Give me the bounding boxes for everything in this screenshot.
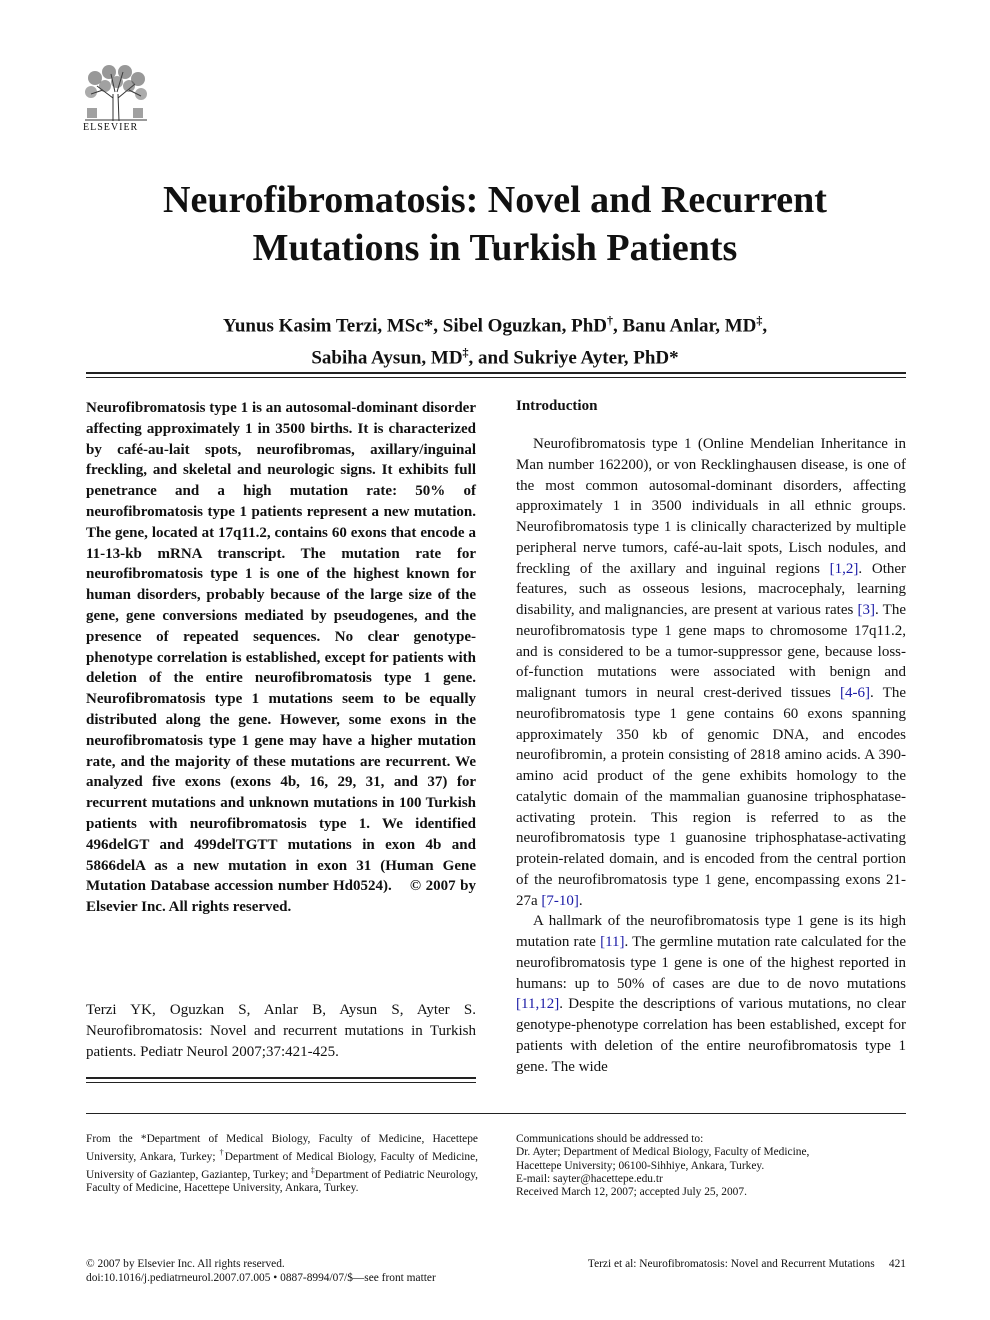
paragraph — [516, 434, 906, 911]
author-line-1: Yunus Kasim Terzi, MSc*, Sibel Oguzkan, PhD†, Banu Anlar, MD‡, — [222, 313, 768, 337]
text-run: . — [578, 892, 583, 909]
page-number: 421 — [888, 1258, 906, 1270]
text-run: . The germline mutation rate calculated for the neurofibromatosis type 1 gene is one of the highest reported in humans: up to 50% of cases are due to de novo mutations — [516, 934, 906, 992]
text-run: . The neurofibromatosis type 1 gene contains 60 exons spanning approximately 350 kb of genomic DNA, and encodes neurofibromin, a protein consisting of 2818 amino acids. A 390-amino acid product of the gene exhibits homology to the catalytic domain of the mammalian guanosine triphosphatase-activating protein. This region is referred to as the neurofibromatosis type 1 guanosine triphosphatase-activating protein-related domain, and is encoded from the central portion of the neurofibromatosis type 1 gene, encompassing exons 21-27a — [516, 685, 906, 909]
author-line-2 — [80, 339, 910, 371]
abstract-text: Neurofibromatosis type 1 is an autosomal-dominant disorder affecting approximately 1 in 3500 births. It is characterized by café-au-lait spots, neurofibromas, axillary/inguinal freckling, and skeletal and neurologic signs. It exhibits full penetrance and a high mutation rate: 50% of neurofibromatosis type 1 patients represent a new mutation. The gene, located at 17q11.2, contains 60 exons that encode a 11-13-kb mRNA transcript. The mutation rate for neurofibromatosis type 1 is one of the highest known for human disorders, probably because of the large size of the gene, gene conversions mediated by pseudogenes, and the presence of repeated sequences. No clear genotype-phenotype correlation is established, except for patients with deletion of the entire neurofibromatosis type 1 gene. Neurofibromatosis type 1 mutations seem to be equally distributed along the gene. However, some exons in the neurofibromatosis type 1 gene may have a higher mutation rate, and the majority of these mutations are recurrent. We analyzed five exons (exons 4b, 16, 29, 31, and 37) for recurrent mutations and unknown mutations in 100 Turkish patients with neurofibromatosis type 1. We identified 496delGT and 499delTGTT mutations in exon 4b and 5866delA as a new mutation in exon 31 (Human Gene Mutation Database accession number Hd0524). — [86, 400, 476, 895]
reference-link[interactable]: [7-10] — [541, 892, 579, 909]
text-run: . Despite the descriptions of various mutations, no clear genotype-phenotype correlation has been established, except for patients with deletion of the entire neurofibromatosis type 1 gene. The wide — [516, 996, 906, 1075]
elsevier-tree-icon — [83, 64, 149, 122]
reference-link[interactable]: [1,2] — [829, 560, 859, 577]
author-list — [80, 307, 910, 372]
correspondence-line: Communications should be addressed to: — [516, 1133, 704, 1145]
author-anlar: Banu Anlar, MD — [622, 315, 757, 337]
page-footer-right — [588, 1257, 906, 1271]
reference-link[interactable]: [3] — [857, 602, 875, 618]
affiliation-mark: † — [606, 313, 613, 327]
footnote-text: Department of Medical Biology, Faculty of Medicine, University of Gaziantep, Gaziantep, Turkey; and — [86, 1151, 479, 1182]
footnote-text: Department of Pediatric Neurology, Faculty of Medicine, Hacettepe University, Ankara, Turkey. — [86, 1169, 479, 1195]
footnote-text: From the *Department of Medical Biology, Faculty of Medicine, Hacettepe University, Ankara, Turkey; — [86, 1133, 478, 1164]
title-line-1: Neurofibromatosis: Novel and Recurrent — [163, 179, 827, 221]
affiliation-mark: ‡ — [462, 345, 469, 360]
correspondence-line: Hacettepe University; 06100-Sihhiye, Ankara, Turkey. — [516, 1159, 765, 1172]
reference-link[interactable]: [11] — [600, 934, 625, 950]
elsevier-logo — [83, 64, 153, 136]
footer-doi[interactable]: doi:10.1016/j.pediatrneurol.2007.07.005 • 0887-8994/07/$—see front matter — [86, 1272, 436, 1284]
abstract-rule-thin — [86, 1082, 476, 1083]
correspondence-email[interactable]: E-mail: sayter@hacettepe.edu.tr — [516, 1172, 663, 1185]
elsevier-wordmark: ELSEVIER — [83, 122, 139, 133]
affiliations-footnote — [86, 1133, 478, 1196]
abstract-rule — [86, 1077, 476, 1079]
author-aysun: Sabiha Aysun, MD — [311, 347, 463, 369]
footer-copyright: © 2007 by Elsevier Inc. All rights reserved. — [86, 1258, 285, 1270]
text-run: . The neurofibromatosis type 1 gene maps to chromosome 17q11.2, and is considered to be a tumor-suppressor gene, because loss-of-function mutations were associated with benign and malignant tumors in neural crest-derived tissues — [516, 602, 906, 701]
abstract — [86, 398, 476, 918]
author-ayter: , and Sukriye Ayter, PhD* — [468, 347, 679, 369]
text-run: A hallmark of the neurofibromatosis type 1 gene is its high mutation rate — [516, 913, 906, 950]
affiliation-mark: † — [219, 1148, 225, 1158]
paragraph — [516, 911, 906, 1077]
affiliation-mark: ‡ — [756, 313, 763, 327]
correspondence-footnote — [516, 1133, 906, 1199]
abstract-copyright: © 2007 by Elsevier Inc. All rights reserved. — [86, 878, 476, 916]
text-run: Neurofibromatosis type 1 (Online Mendelian Inheritance in Man number 162200), or von Recklinghausen disease, is one of the most common autosomal-dominant disorders, affecting approximately 1 in 3500 individuals in all ethnic groups. Neurofibromatosis type 1 is clinically characterized by multiple peripheral nerve tumors, café-au-lait spots, Lisch nodules, and freckling of the axillary and inguinal regions — [516, 436, 906, 577]
author-oguzkan: Sibel Oguzkan, PhD — [442, 315, 607, 337]
title-line-2: Mutations in Turkish Patients — [252, 227, 738, 269]
received-dates: Received March 12, 2007; accepted July 25, 2007. — [516, 1186, 747, 1199]
reference-link[interactable]: [4-6] — [840, 685, 871, 701]
author-terzi: Yunus Kasim Terzi, MSc*, — [222, 315, 443, 337]
citation: Terzi YK, Oguzkan S, Anlar B, Aysun S, Ayter S. Neurofibromatosis: Novel and recurrent mutations in Turkish patients. Pediatr Neurol 2007;37:421-425. — [86, 1002, 476, 1060]
article-title — [80, 176, 910, 272]
header-rule-thin — [86, 377, 906, 378]
footnote-rule — [86, 1113, 906, 1114]
section-heading-introduction: Introduction — [516, 398, 598, 414]
text-run: . Other features, such as osseous lesions, macrocephaly, learning disability, and malignancies, are present at various rates — [516, 560, 907, 618]
introduction-body — [516, 434, 906, 1077]
header-rule — [86, 372, 906, 374]
running-head: Terzi et al: Neurofibromatosis: Novel and Recurrent Mutations — [587, 1258, 875, 1270]
page-footer-left — [86, 1257, 436, 1285]
affiliation-mark: ‡ — [310, 1166, 315, 1176]
reference-link[interactable]: [11,12] — [516, 996, 560, 1013]
correspondence-line: Dr. Ayter; Department of Medical Biology, Faculty of Medicine, — [516, 1146, 810, 1159]
